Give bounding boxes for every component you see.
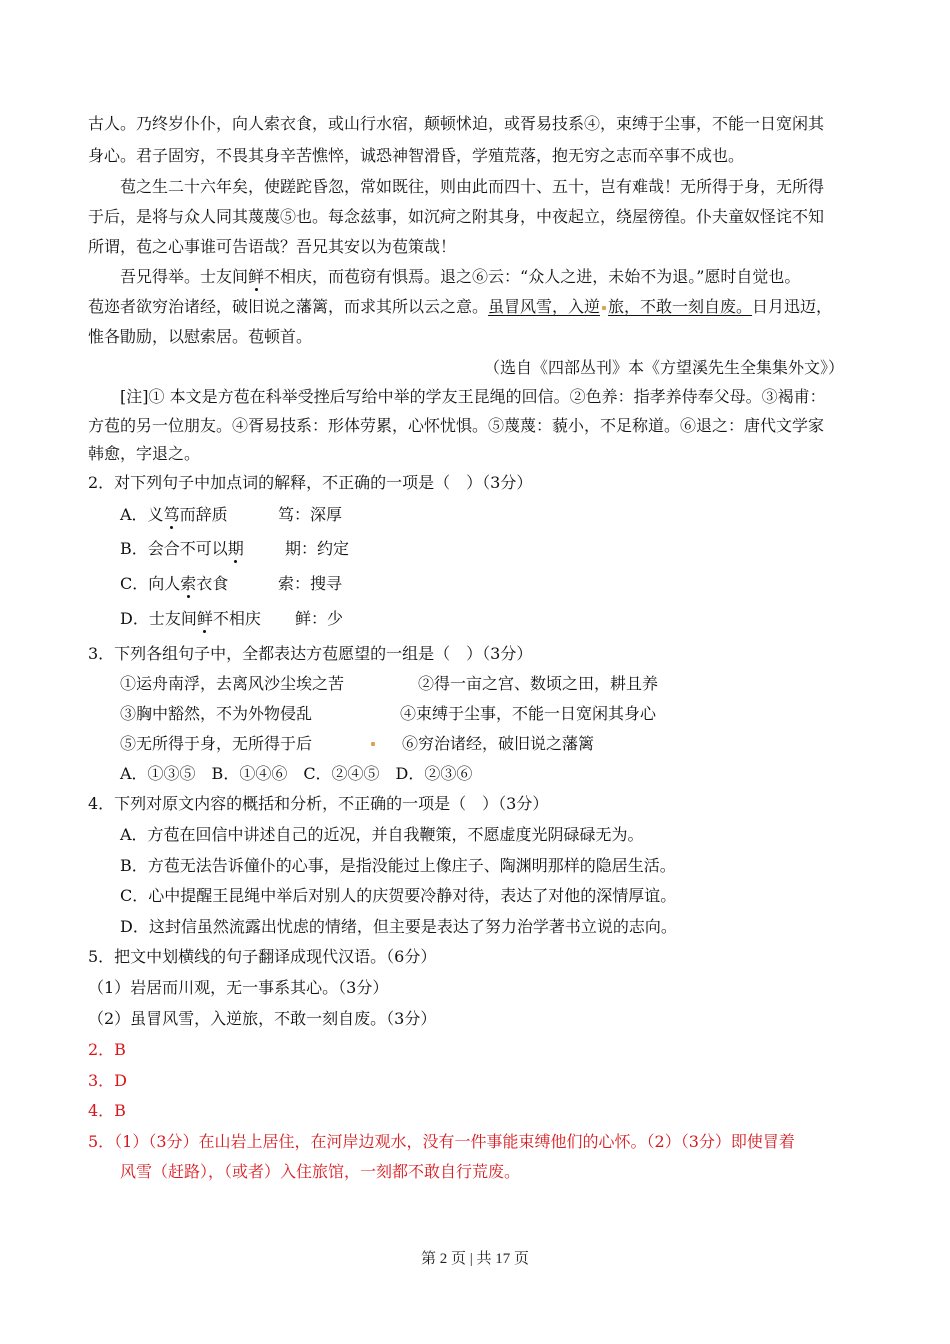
question-5-stem: 5．把文中划横线的句子翻译成现代汉语。（6分） bbox=[88, 947, 437, 966]
option-text: 不相庆 bbox=[212, 609, 261, 628]
dotted-char: 鲜 bbox=[248, 267, 265, 286]
q2-option-c bbox=[120, 573, 228, 595]
q3-item: ②得一亩之宫、数顷之田，耕且养 bbox=[418, 674, 659, 693]
q3-item: ⑥穷治诸经，破旧说之藩篱 bbox=[402, 734, 595, 753]
passage-text: 日月迅迈， bbox=[752, 297, 833, 316]
passage-line: 苞之生二十六年矣，使蹉跎昏忽，常如既往，则由此而四十、五十，岂有难哉！无所得于身，无所得 bbox=[120, 177, 825, 196]
passage-text: 不相庆，而苞窃有惧焉。退之⑥云：“众人之进，未始不为退。”愿时自觉也。 bbox=[264, 267, 801, 286]
q2-option-a bbox=[120, 504, 228, 526]
dotted-char: 鲜 bbox=[196, 609, 213, 628]
passage-line: 身心。君子固穷，不畏其身辛苦憔悴，诚恐神智滑昏，学殖荒落，抱无穷之志而卒事不成也。 bbox=[88, 146, 745, 165]
q2-gloss-c: 索：搜寻 bbox=[278, 574, 343, 593]
dotted-char: 期 bbox=[227, 539, 244, 558]
option-text: 衣食 bbox=[196, 574, 229, 593]
q3-item: ④束缚于尘事，不能一日宽闲其身心 bbox=[400, 704, 657, 723]
passage-line: 惟各勖励，以慰索居。苞顿首。 bbox=[88, 327, 313, 346]
mark-icon bbox=[602, 306, 606, 310]
underlined-sentence: 虽冒风雪，入逆 bbox=[488, 297, 601, 316]
note-line: [注]① 本文是方苞在科举受挫后写给中举的学友王昆绳的回信。②色养：指孝养侍奉父母。③褐甫： bbox=[120, 387, 826, 406]
passage-text: 吾兄得举。士友间 bbox=[120, 267, 249, 286]
source-citation: （选自《四部丛刊》本《方望溪先生全集集外文》） bbox=[484, 358, 845, 377]
question-2-stem: 2．对下列句子中加点词的解释，不正确的一项是（ ）（3分） bbox=[88, 473, 533, 492]
q2-gloss-a: 笃：深厚 bbox=[278, 505, 343, 524]
q2-gloss-d: 鲜：少 bbox=[295, 609, 344, 628]
page-footer: 第 2 页 | 共 17 页 bbox=[420, 1251, 529, 1267]
q3-item: ③胸中豁然，不为外物侵乱 bbox=[120, 704, 313, 723]
q3-item: ①运舟南浮，去离风沙尘埃之苦 bbox=[120, 674, 345, 693]
option-text: C．向人 bbox=[120, 574, 181, 593]
option-text: D．士友间 bbox=[120, 609, 197, 628]
q4-option-d: D．这封信虽然流露出忧虑的情绪，但主要是表达了努力治学著书立说的志向。 bbox=[120, 917, 677, 936]
answer-5-line: 5．（1）（3分）在山岩上居住，在河岸边观水，没有一件事能束缚他们的心怀。（2）（3分）即使冒着 bbox=[88, 1132, 795, 1151]
q4-option-b: B．方苞无法告诉僮仆的心事，是指没能过上像庄子、陶渊明那样的隐居生活。 bbox=[120, 856, 676, 875]
underlined-sentence: 旅，不敢一刻自废。 bbox=[608, 297, 753, 316]
answer-5-line: 风雪（赶路），（或者）入住旅馆，一刻都不敢自行荒废。 bbox=[120, 1162, 521, 1181]
answer-2: 2．B bbox=[88, 1040, 126, 1059]
option-text: 而辞质 bbox=[179, 505, 228, 524]
answer-3: 3．D bbox=[88, 1071, 128, 1090]
option-text: A．义 bbox=[120, 505, 164, 524]
q3-item: ⑤无所得于身，无所得于后 bbox=[120, 734, 313, 753]
q4-option-a: A．方苞在回信中讲述自己的近况，并自我鞭策，不愿虚度光阴碌碌无为。 bbox=[120, 825, 644, 844]
q5-sentence: （1）岩居而川观，无一事系其心。（3分） bbox=[88, 978, 389, 997]
q2-option-b bbox=[120, 538, 244, 560]
q5-sentence: （2）虽冒风雪，入逆旅，不敢一刻自废。（3分） bbox=[88, 1009, 437, 1028]
q2-option-d bbox=[120, 608, 261, 630]
passage-line: 所谓，苞之心事谁可告语哉？吾兄其安以为苞策哉！ bbox=[88, 237, 457, 256]
note-line: 韩愈，字退之。 bbox=[88, 444, 201, 463]
q4-option-c: C．心中提醒王昆绳中举后对别人的庆贺要冷静对待，表达了对他的深情厚谊。 bbox=[120, 886, 677, 905]
option-text: B．会合不可以 bbox=[120, 539, 228, 558]
mark-icon bbox=[371, 742, 375, 746]
dotted-char: 索 bbox=[180, 574, 197, 593]
dotted-char: 笃 bbox=[163, 505, 180, 524]
passage-line bbox=[88, 296, 832, 318]
note-line: 方苞的另一位朋友。④胥易技系：形体劳累，心怀忧惧。⑤蔑蔑：藐小，不足称道。⑥退之：唐代文学家 bbox=[88, 416, 825, 435]
question-4-stem: 4．下列对原文内容的概括和分析，不正确的一项是（ ）（3分） bbox=[88, 794, 549, 813]
answer-4: 4．B bbox=[88, 1101, 126, 1120]
q2-gloss-b: 期：约定 bbox=[285, 539, 350, 558]
question-3-stem: 3．下列各组句子中，全都表达方苞愿望的一组是（ ）（3分） bbox=[88, 644, 533, 663]
passage-line: 于后，是将与众人同其蔑蔑⑤也。每念兹事，如沉疴之附其身，中夜起立，绕屋徬徨。仆夫童奴怪诧不知 bbox=[88, 207, 825, 226]
passage-text: 苞迩者欲穷治诸经，破旧说之藩篱，而求其所以云之意。 bbox=[88, 297, 489, 316]
passage-line: 古人。乃终岁仆仆，向人索衣食，或山行水宿，颠顿怵迫，或胥易技系④，束缚于尘事，不能一日宽闲其 bbox=[88, 114, 825, 133]
passage-line bbox=[120, 266, 800, 288]
q3-options: A．①③⑤ B．①④⑥ C．②④⑤ D．②③⑥ bbox=[120, 764, 473, 783]
